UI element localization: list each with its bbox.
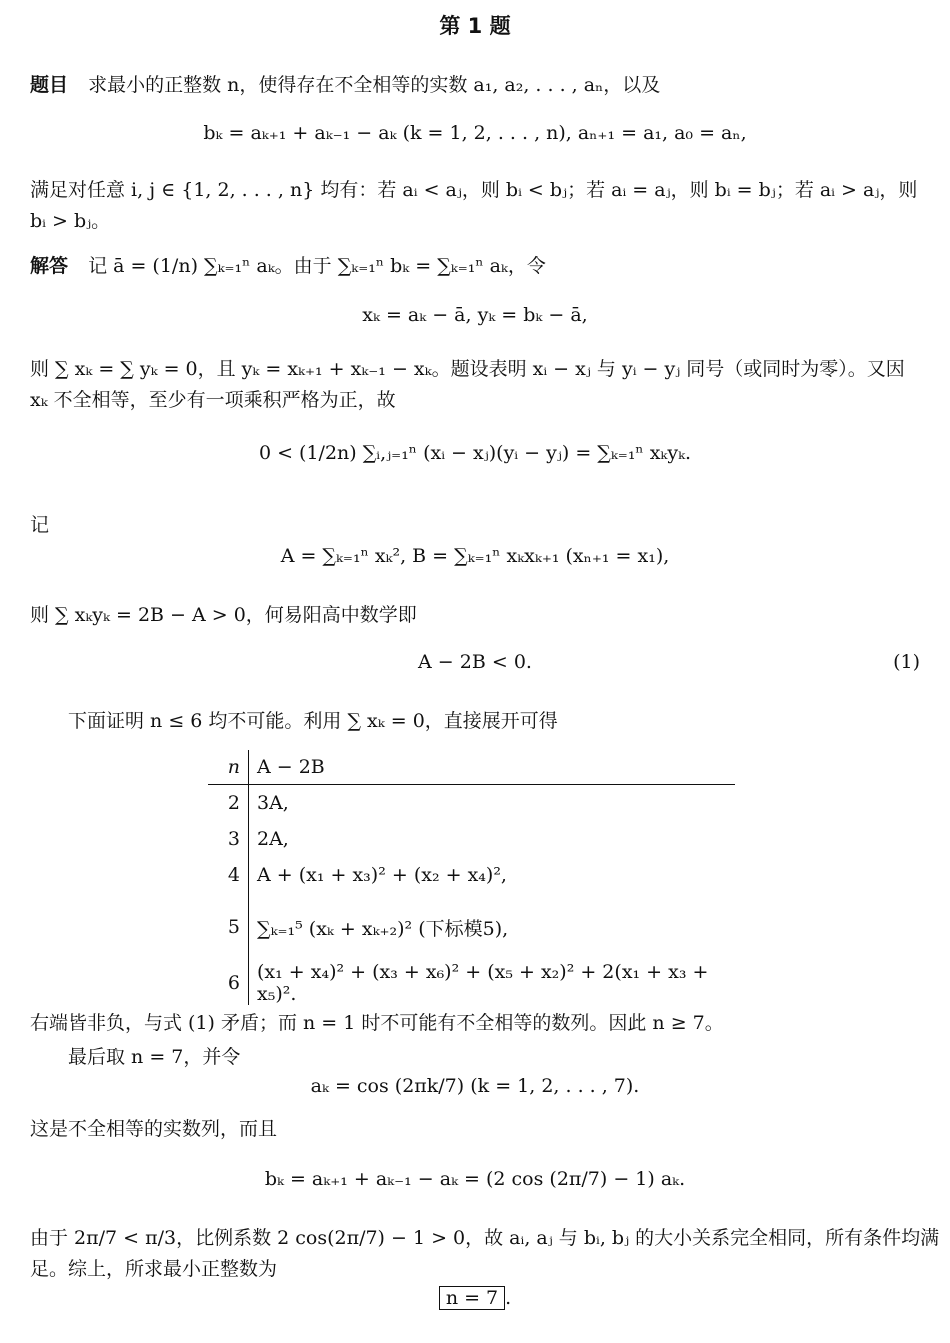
page-title: 第 1 题: [439, 14, 511, 38]
table-header-row: [208, 750, 735, 785]
table-cell-n: 5: [208, 893, 249, 961]
table-row: [208, 857, 735, 893]
answer-box: n = 7: [439, 1286, 505, 1310]
table-cell-expr: A + (x₁ + x₃)² + (x₂ + x₄)²,: [257, 864, 507, 886]
problem-text-3: bᵢ > bⱼ。: [30, 210, 111, 232]
problem-text-2: 满足对任意 i, j ∈ {1, 2, . . . , n} 均有：若 aᵢ < aⱼ，则 bᵢ < bⱼ；若 aᵢ = aⱼ，则 bᵢ = bⱼ；若 aᵢ > aⱼ，则: [30, 179, 918, 201]
formula-a-b-def: A = ∑ₖ₌₁ⁿ xₖ², B = ∑ₖ₌₁ⁿ xₖxₖ₊₁ (xₙ₊₁ = x₁),: [280, 545, 670, 567]
final-answer: n = 7 .: [0, 1287, 950, 1309]
problem-formula: bₖ = aₖ₊₁ + aₖ₋₁ − aₖ (k = 1, 2, . . . , n), aₙ₊₁ = a₁, a₀ = aₙ,: [203, 122, 747, 144]
formula-b-ratio: bₖ = aₖ₊₁ + aₖ₋₁ − aₖ = (2 cos (2π/7) − 1) aₖ.: [264, 1168, 686, 1190]
table-row: [208, 961, 735, 1005]
cases-table: [208, 750, 735, 1005]
solution-text-5: 则 ∑ xₖyₖ = 2B − A > 0，何易阳高中数学即: [30, 604, 417, 626]
solution-text-10: 由于 2π/7 < π/3，比例系数 2 cos(2π/7) − 1 > 0，故 aᵢ, aⱼ 与 bᵢ, bⱼ 的大小关系完全相同，所有条件均满: [30, 1227, 940, 1249]
table-row: [208, 785, 735, 822]
table-cell-n: 2: [208, 785, 249, 822]
problem-line-1: [30, 70, 660, 97]
problem-label: 题目: [30, 74, 69, 96]
equation-number: (1): [893, 651, 920, 673]
table-header-n: n: [208, 750, 249, 785]
table-header-expr: A − 2B: [249, 750, 736, 785]
table-cell-n: 4: [208, 857, 249, 893]
solution-text-2: 则 ∑ xₖ = ∑ yₖ = 0，且 yₖ = xₖ₊₁ + xₖ₋₁ − xₖ。题设表明 xᵢ − xⱼ 与 yᵢ − yⱼ 同号（或同时为零）。又因: [30, 358, 905, 380]
solution-text-8: 最后取 n = 7，并令: [68, 1046, 241, 1068]
solution-text-9: 这是不全相等的实数列，而且: [30, 1118, 278, 1140]
problem-text-1: 求最小的正整数 n，使得存在不全相等的实数 a₁, a₂, . . . , aₙ，以及: [88, 74, 661, 96]
solution-text-6: 下面证明 n ≤ 6 均不可能。利用 ∑ xₖ = 0，直接展开可得: [68, 710, 558, 732]
table-cell-expr: 2A,: [257, 828, 289, 850]
formula-inequality-1: A − 2B < 0.: [418, 651, 532, 673]
table-cell-expr: (x₁ + x₄)² + (x₃ + x₆)² + (x₅ + x₂)² + 2(x₁ + x₃ + x₅)².: [257, 961, 709, 1005]
table-row: [208, 893, 735, 961]
formula-xy-def: xₖ = aₖ − ā, yₖ = bₖ − ā,: [362, 304, 588, 326]
table-cell-n: 6: [208, 961, 249, 1005]
solution-text-11: 足。综上，所求最小正整数为: [30, 1258, 278, 1280]
solution-text-1: 记 ā = (1/n) ∑ₖ₌₁ⁿ aₖ。由于 ∑ₖ₌₁ⁿ bₖ = ∑ₖ₌₁ⁿ aₖ，令: [88, 255, 546, 277]
table-cell-expr: ∑ₖ₌₁⁵ (xₖ + xₖ₊₂)² (下标模5),: [257, 917, 509, 940]
solution-line-1: [30, 251, 546, 278]
formula-a-cos: aₖ = cos (2πk/7) (k = 1, 2, . . . , 7).: [310, 1075, 640, 1097]
table-cell-expr: 3A,: [257, 792, 289, 814]
table-cell-n: 3: [208, 821, 249, 857]
solution-text-3: xₖ 不全相等，至少有一项乘积严格为正，故: [30, 389, 396, 411]
solution-label: 解答: [30, 255, 69, 277]
table-row: [208, 821, 735, 857]
formula-sum-positive: 0 < (1/2n) ∑ᵢ,ⱼ₌₁ⁿ (xᵢ − xⱼ)(yᵢ − yⱼ) = ∑ₖ₌₁ⁿ xₖyₖ.: [258, 442, 692, 464]
solution-text-4: 记: [30, 514, 50, 536]
solution-text-7: 右端皆非负，与式 (1) 矛盾；而 n = 1 时不可能有不全相等的数列。因此 n ≥ 7。: [30, 1012, 724, 1034]
